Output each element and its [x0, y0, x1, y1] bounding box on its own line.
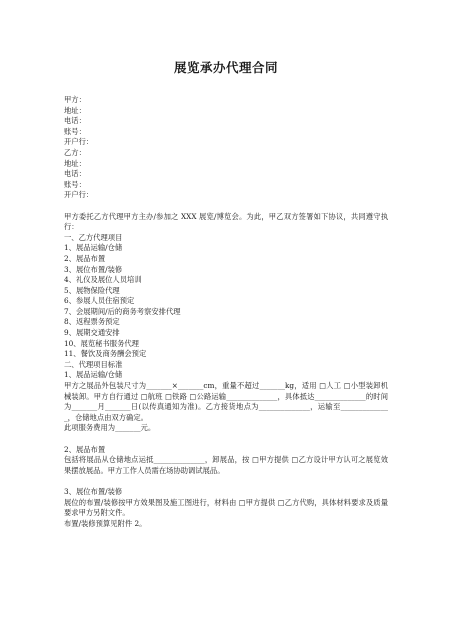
party-a-account: 账号：: [64, 126, 86, 136]
list-item: 4、礼仪及展位人员培训: [64, 275, 142, 285]
party-a-bank: 开户行：: [64, 137, 94, 147]
list-item: 10、展览秘书服务代理: [64, 338, 139, 348]
party-b-phone: 电话：: [64, 169, 86, 179]
list-item: 9、展期交通安排: [64, 328, 120, 338]
list-item: 11、餐饮及商务酬会预定: [64, 349, 147, 359]
list-item: 7、会展期间/后的商务考察安排代理: [64, 306, 181, 316]
party-b-account: 账号：: [64, 179, 86, 189]
list-item: 5、展物保险代理: [64, 285, 120, 295]
list-item: 6、参展人员住宿预定: [64, 296, 135, 306]
subsection-3-budget: 布置/装修预算见附件 2。: [64, 518, 147, 528]
section-1-heading: 一、乙方代理项目: [64, 232, 123, 242]
party-b-address: 地址：: [64, 158, 86, 168]
party-a-label: 甲方：: [64, 95, 86, 104]
list-item: 1、展品运输/仓储: [64, 243, 123, 253]
party-info: [64, 95, 388, 201]
party-a-address: 地址：: [64, 105, 86, 115]
agency-items-list: [64, 243, 388, 360]
subsection-1-paragraph: 甲方之展品外包装尺寸为_______×_______cm，重量不超过_______kg，适用 □人工 □小型装卸机械装卸。甲方自行通过 □航班 □铁路 □公路运输______________，具体抵达______________的时间为_______月_______日(以传真通知为准)。乙方接货地点为______________，运输至______________，仓储地点由双方确定。: [64, 381, 388, 422]
party-b-label: 乙方：: [64, 147, 86, 157]
spacer: [64, 476, 388, 487]
document-title: 展览承办代理合同: [173, 60, 278, 75]
subsection-1-fee: 此项服务费用为_______元。: [64, 423, 156, 433]
list-item: 3、展位布置/装修: [64, 264, 123, 274]
list-item: 2、展品布置: [64, 253, 106, 263]
subsection-2-heading: 2、展品布置: [64, 444, 106, 454]
intro-paragraph: 甲方委托乙方代理甲方主办/参加之 XXX 展览/博览会。为此，甲乙双方签署如下协议，共同遵守执行：: [64, 211, 388, 232]
subsection-2-paragraph: 包括将展品从仓储地点运抵______________，卸展品，按 □甲方提供 □乙方设计甲方认可之展览效果摆放展品。甲方工作人员需在场协助调试展品。: [64, 455, 388, 475]
spacer: [64, 434, 388, 445]
subsection-3-heading: 3、展位布置/装修: [64, 486, 123, 496]
list-item: 8、返程票务预定: [64, 317, 120, 327]
spacer: [64, 201, 388, 212]
subsection-1-heading: 1、展品运输/仓储: [64, 370, 123, 380]
section-2-heading: 二、代理项目标准: [64, 359, 123, 369]
party-a-phone: 电话：: [64, 116, 86, 126]
party-b-bank: 开户行：: [64, 190, 94, 200]
subsection-3-paragraph: 展位的布置/装修按甲方效果图及施工图进行，材料由 □甲方提供 □乙方代购，具体材料要求及质量要求甲方另附文件。: [64, 497, 388, 518]
